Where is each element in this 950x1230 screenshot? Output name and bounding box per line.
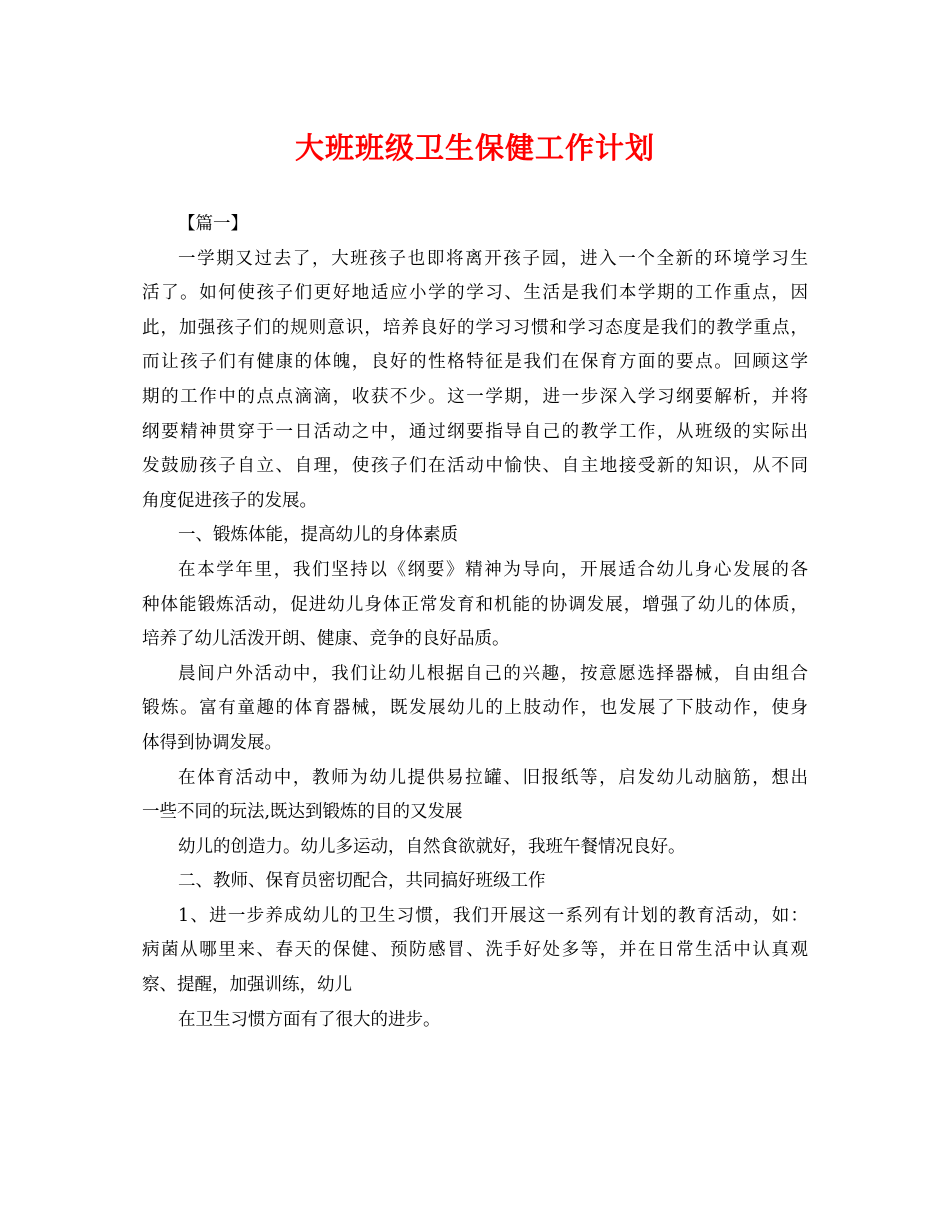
text-line: 在本学年里，我们坚持以《纲要》精神为导向，开展适合幼儿身心发展的各: [178, 559, 808, 580]
text-line: 二、教师、保育员密切配合，共同搞好班级工作: [178, 871, 546, 892]
text-line: 而让孩子们有健康的体魄，良好的性格特征是我们在保育方面的要点。回顾这学: [142, 352, 808, 373]
text-line: 此，加强孩子们的规则意识，培养良好的学习习惯和学习态度是我们的教学重点，: [142, 317, 808, 338]
text-line: 角度促进孩子的发展。: [142, 490, 317, 511]
text-line: 察、提醒，加强训练，幼儿: [142, 975, 352, 996]
text-line: 纲要精神贯穿于一日活动之中，通过纲要指导自己的教学工作，从班级的实际出: [142, 421, 808, 442]
text-line: 种体能锻炼活动，促进幼儿身体正常发育和机能的协调发展，增强了幼儿的体质，: [142, 594, 808, 615]
text-line: 一学期又过去了，大班孩子也即将离开孩子园，进入一个全新的环境学习生: [178, 248, 808, 269]
document-body: [142, 207, 808, 1037]
text-line: 在卫生习惯方面有了很大的进步。: [178, 1009, 441, 1030]
text-line: 一些不同的玩法,既达到锻炼的目的又发展: [142, 802, 463, 823]
text-line: 体得到协调发展。: [142, 732, 282, 753]
text-line: 晨间户外活动中，我们让幼儿根据自己的兴趣，按意愿选择器械，自由组合: [178, 663, 808, 684]
text-line: 活了。如何使孩子们更好地适应小学的学习、生活是我们本学期的工作重点，因: [142, 283, 808, 304]
text-line: 在体育活动中，教师为幼儿提供易拉罐、旧报纸等，启发幼儿动脑筋，想出: [178, 767, 808, 788]
document-title: 大班班级卫生保健工作计划: [294, 131, 655, 165]
text-line: 1、进一步养成幼儿的卫生习惯，我们开展这一系列有计划的教育活动，如：: [178, 905, 808, 926]
text-line: 锻炼。富有童趣的体育器械，既发展幼儿的上肢动作，也发展了下肢动作，使身: [142, 698, 808, 719]
text-line: 期的工作中的点点滴滴，收获不少。这一学期，进一步深入学习纲要解析，并将: [142, 386, 808, 407]
text-line: 一、锻炼体能，提高幼儿的身体素质: [178, 525, 458, 546]
text-line: 培养了幼儿活泼开朗、健康、竞争的良好品质。: [142, 629, 510, 650]
text-line: 幼儿的创造力。幼儿多运动，自然食欲就好，我班午餐情况良好。: [178, 836, 686, 857]
text-line: 发鼓励孩子自立、自理，使孩子们在活动中愉快、自主地接受新的知识，从不同: [142, 456, 808, 477]
text-line: 【篇一】: [178, 214, 248, 234]
text-line: 病菌从哪里来、春天的保健、预防感冒、洗手好处多等，并在日常生活中认真观: [142, 940, 808, 961]
